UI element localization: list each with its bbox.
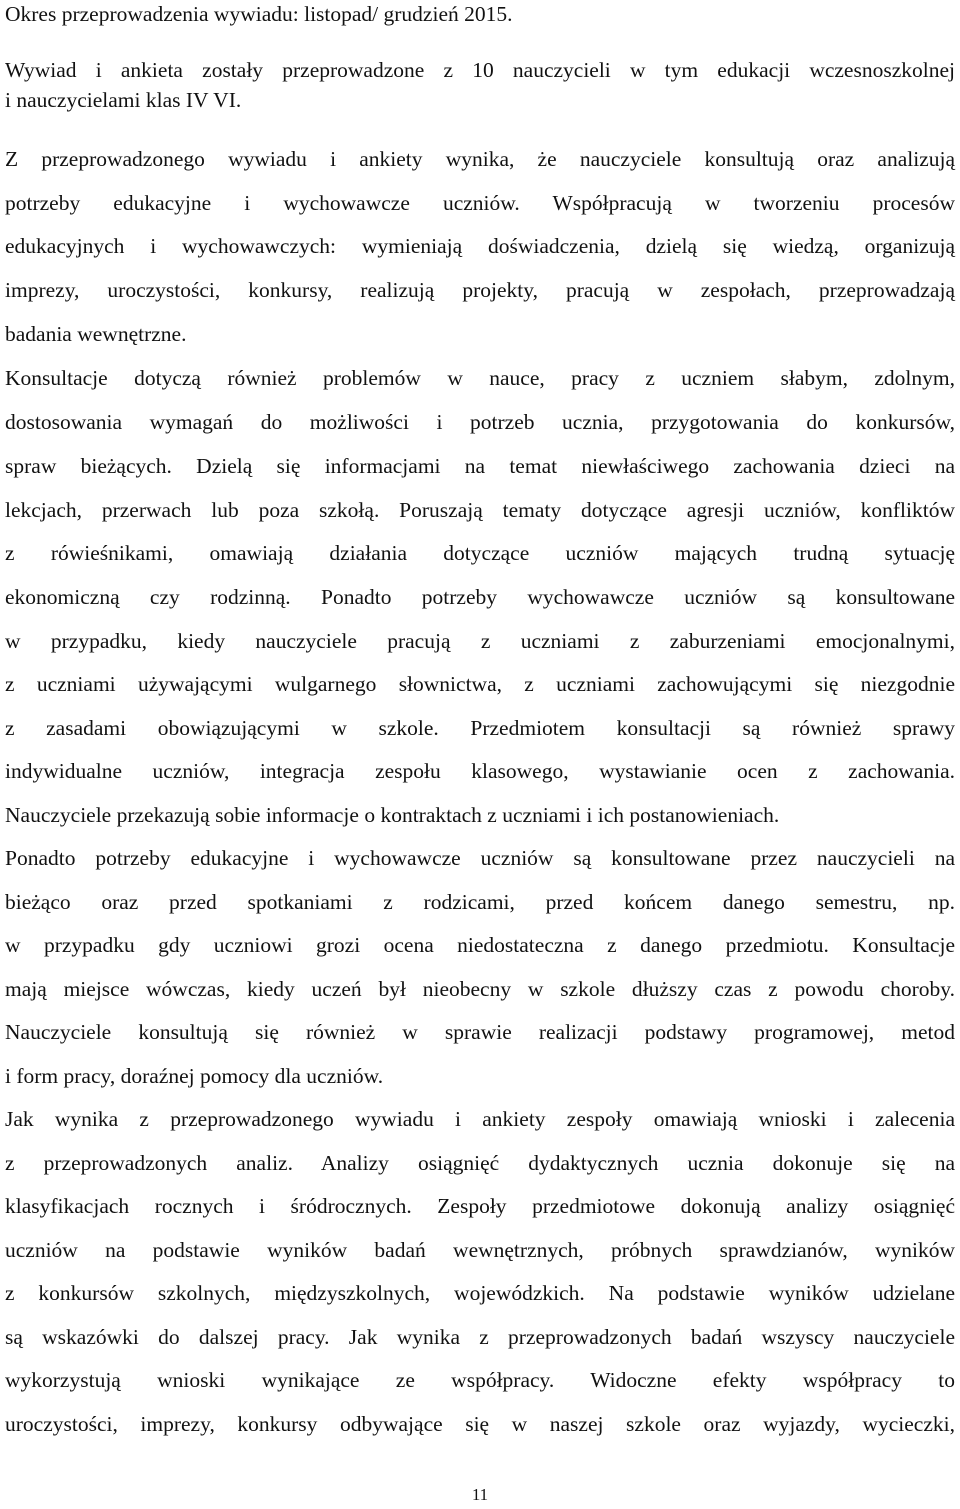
body-line: ekonomiczną czy rodzinną. Ponadto potrzeby wychowawcze uczniów są konsultowane: [5, 585, 955, 609]
body-line: uroczystości, imprezy, konkursy odbywające się w naszej szkole oraz wyjazdy, wycieczki,: [5, 1412, 955, 1436]
body-line: z przeprowadzonych analiz. Analizy osiągnięć dydaktycznych ucznia dokonuje się na: [5, 1151, 955, 1175]
body-line: wykorzystują wnioski wynikające ze współpracy. Widoczne efekty współpracy to: [5, 1368, 955, 1392]
body-line: mają miejsce wówczas, kiedy uczeń był nieobecny w szkole dłuższy czas z powodu choroby.: [5, 977, 955, 1001]
body-line: są wskazówki do dalszej pracy. Jak wynika z przeprowadzonych badań wszyscy nauczyciele: [5, 1325, 955, 1349]
body-line: imprezy, uroczystości, konkursy, realizują projekty, pracują w zespołach, przeprowadzają: [5, 278, 955, 302]
page-number: 11: [471, 1485, 489, 1504]
body-line: z konkursów szkolnych, międzyszkolnych, wojewódzkich. Na podstawie wyników udzielane: [5, 1281, 955, 1305]
body-line: Nauczyciele przekazują sobie informacje o kontraktach z uczniami i ich postanowieniach.: [5, 803, 780, 827]
body-line: klasyfikacjach rocznych i śródrocznych. Zespoły przedmiotowe dokonują analizy osiągnięć: [5, 1194, 955, 1218]
body-line: Ponadto potrzeby edukacyjne i wychowawcze uczniów są konsultowane przez nauczycieli na: [5, 846, 955, 870]
body-line: z zasadami obowiązującymi w szkole. Przedmiotem konsultacji są również sprawy: [5, 716, 955, 740]
body-line: z rówieśnikami, omawiają działania dotyczące uczniów mających trudną sytuację: [5, 541, 955, 565]
intro-line-2: i nauczycielami klas IV VI.: [5, 88, 242, 112]
body-line: Z przeprowadzonego wywiadu i ankiety wynika, że nauczyciele konsultują oraz analizują: [5, 147, 955, 171]
body-line: spraw bieżących. Dzielą się informacjami na temat niewłaściwego zachowania dzieci na: [5, 454, 955, 478]
body-line: z uczniami używającymi wulgarnego słownictwa, z uczniami zachowującymi się niezgodnie: [5, 672, 955, 696]
body-line: i form pracy, doraźnej pomocy dla uczniów.: [5, 1064, 384, 1088]
body-line: indywidualne uczniów, integracja zespołu klasowego, wystawianie ocen z zachowania.: [5, 759, 955, 783]
body-line: lekcjach, przerwach lub poza szkołą. Poruszają tematy dotyczące agresji uczniów, konfliktów: [5, 498, 955, 522]
body-line: Konsultacje dotyczą również problemów w nauce, pracy z uczniem słabym, zdolnym,: [5, 366, 955, 390]
body-line: Jak wynika z przeprowadzonego wywiadu i ankiety zespoły omawiają wnioski i zalecenia: [5, 1107, 955, 1131]
intro-line-1: Wywiad i ankieta zostały przeprowadzone z 10 nauczycieli w tym edukacji wczesnoszkolnej: [5, 58, 955, 82]
body-line: potrzeby edukacyjne i wychowawcze uczniów. Współpracują w tworzeniu procesów: [5, 191, 955, 215]
body-line: uczniów na podstawie wyników badań wewnętrznych, próbnych sprawdzianów, wyników: [5, 1238, 955, 1262]
body-line: badania wewnętrzne.: [5, 322, 187, 346]
body-line: w przypadku, kiedy nauczyciele pracują z uczniami z zaburzeniami emocjonalnymi,: [5, 629, 955, 653]
header-line: Okres przeprowadzenia wywiadu: listopad/ grudzień 2015.: [5, 2, 513, 26]
body-line: dostosowania wymagań do możliwości i potrzeb ucznia, przygotowania do konkursów,: [5, 410, 955, 434]
body-line: bieżąco oraz przed spotkaniami z rodzicami, przed końcem danego semestru, np.: [5, 890, 955, 914]
body-line: edukacyjnych i wychowawczych: wymieniają doświadczenia, dzielą się wiedzą, organizują: [5, 234, 955, 258]
body-line: w przypadku gdy uczniowi grozi ocena niedostateczna z danego przedmiotu. Konsultacje: [5, 933, 955, 957]
body-line: Nauczyciele konsultują się również w sprawie realizacji podstawy programowej, metod: [5, 1020, 955, 1044]
